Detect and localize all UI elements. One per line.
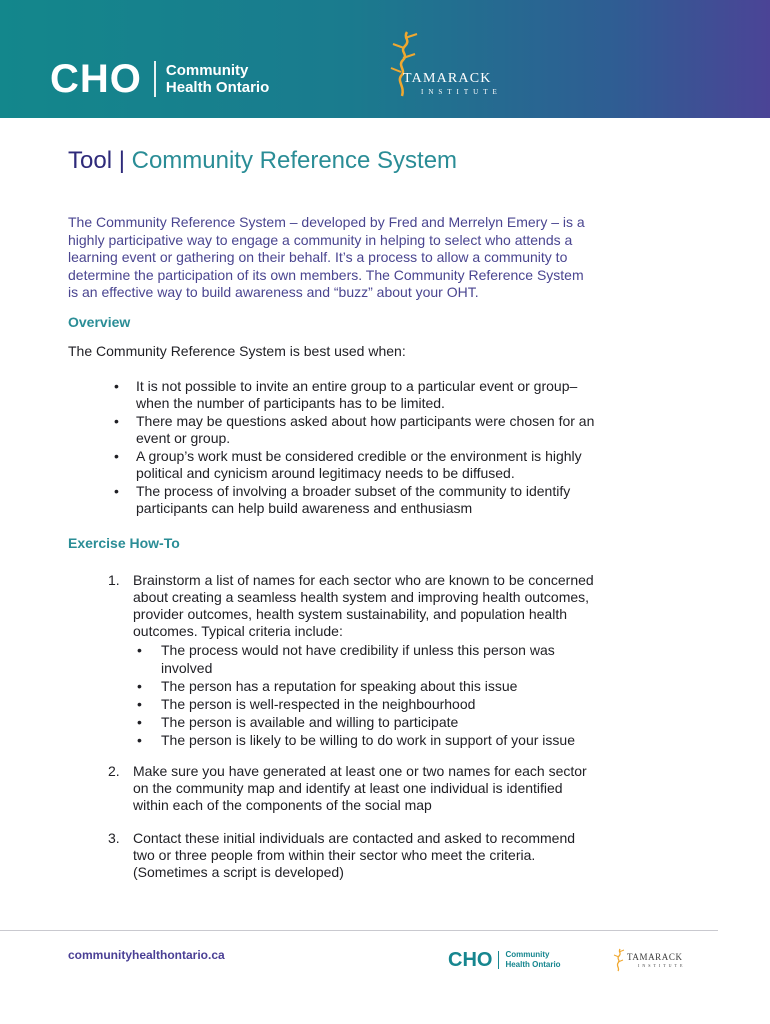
- footer-tamarack-logo: [612, 948, 702, 972]
- overview-bullet-list: [112, 378, 712, 518]
- list-item: [133, 677, 708, 695]
- bullet-line: event or group.: [136, 430, 231, 446]
- title-main: Community Reference System: [124, 147, 458, 174]
- bullet-icon: •: [114, 483, 119, 499]
- bullet-icon: •: [137, 696, 142, 712]
- bullet-line: The process of involving a broader subset of the community to identify: [136, 483, 571, 499]
- bullet-line: when the number of participants has to be limited.: [136, 395, 445, 411]
- bullet-icon: •: [114, 413, 119, 429]
- exercise-step-3: [108, 830, 708, 881]
- criteria-line: The process would not have credibility if unless this person was: [161, 642, 555, 658]
- footer-cho-line2: Health Ontario: [505, 960, 561, 969]
- step-number: 1.: [108, 572, 120, 588]
- criteria-line: The person is well-respected in the neighbourhood: [161, 696, 476, 712]
- tamarack-tree-icon: [612, 948, 626, 972]
- bullet-icon: •: [137, 732, 142, 748]
- list-item: [133, 731, 708, 749]
- footer-tamarack-name: TAMARACK: [627, 952, 683, 962]
- criteria-line: involved: [161, 660, 213, 676]
- footer-cho-logo: [448, 950, 561, 970]
- step-line: Brainstorm a list of names for each sector who are known to be concerned: [133, 572, 594, 588]
- tamarack-sub: INSTITUTE: [421, 88, 502, 96]
- step-line: outcomes. Typical criteria include:: [133, 623, 343, 639]
- list-item: [133, 695, 708, 713]
- exercise-heading: Exercise How-To: [68, 535, 180, 551]
- footer-cho-line1: Community: [505, 950, 550, 959]
- intro-line: is an effective way to build awareness and “buzz” about your OHT.: [68, 284, 479, 300]
- step-line: two or three people from within their sector who meet the criteria.: [133, 847, 536, 863]
- list-item: [108, 572, 708, 749]
- criteria-line: The person has a reputation for speaking about this issue: [161, 678, 518, 694]
- list-item: [112, 448, 712, 482]
- bullet-line: political and cynicism around legitimacy needs to be diffused.: [136, 465, 515, 481]
- cho-logo-line1: Community: [165, 62, 249, 79]
- list-item: [112, 413, 712, 447]
- intro-line: learning event or gathering on their behalf. It’s a process to allow a community to: [68, 249, 568, 265]
- bullet-line: participants can help build awareness and enthusiasm: [136, 500, 473, 516]
- criteria-list: [133, 641, 708, 749]
- cho-logo: [50, 57, 269, 101]
- bullet-line: There may be questions asked about how participants were chosen for an: [136, 413, 595, 429]
- list-item: [108, 830, 708, 881]
- footer-divider: [0, 930, 718, 931]
- tamarack-name: TAMARACK: [403, 71, 492, 86]
- step-number: 2.: [108, 763, 120, 779]
- cho-logo-mark: CHO: [50, 57, 142, 101]
- step-number: 3.: [108, 830, 120, 846]
- step-line: within each of the components of the social map: [133, 797, 432, 813]
- step-line: on the community map and identify at least one individual is identified: [133, 780, 563, 796]
- footer-cho-mark: CHO: [448, 949, 493, 971]
- bullet-line: It is not possible to invite an entire group to a particular event or group–: [136, 378, 578, 394]
- criteria-line: The person is likely to be willing to do work in support of your issue: [161, 732, 575, 748]
- tamarack-logo: [385, 28, 515, 100]
- title-prefix: Tool |: [68, 147, 125, 174]
- footer-tamarack-sub: INSTITUTE: [638, 963, 686, 968]
- step-line: provider outcomes, health system sustainability, and population health: [133, 606, 567, 622]
- intro-line: highly participative way to engage a community in helping to select who attends a: [68, 231, 573, 248]
- cho-logo-text: [166, 62, 269, 96]
- step-line: Contact these initial individuals are contacted and asked to recommend: [133, 830, 576, 846]
- page-title: [68, 145, 457, 177]
- intro-line: The Community Reference System – developed by Fred and Merrelyn Emery – is a: [68, 214, 585, 230]
- list-item: [108, 763, 708, 814]
- bullet-icon: •: [114, 378, 119, 394]
- step-line: about creating a seamless health system and improving health outcomes,: [133, 589, 590, 605]
- exercise-step-1: [108, 572, 708, 749]
- list-item: [112, 378, 712, 412]
- footer-cho-text: [505, 950, 560, 970]
- intro-line: determine the participation of its own members. The Community Reference System: [68, 266, 584, 283]
- list-item: [133, 641, 708, 677]
- step-line: Make sure you have generated at least one or two names for each sector: [133, 763, 587, 779]
- cho-logo-divider: [154, 61, 156, 97]
- bullet-line: A group’s work must be considered credible or the environment is highly: [136, 448, 582, 464]
- footer-url-link[interactable]: communityhealthontario.ca: [68, 948, 225, 962]
- exercise-step-2: [108, 763, 708, 814]
- bullet-icon: •: [114, 448, 119, 464]
- header-banner: [0, 0, 770, 118]
- step-line: (Sometimes a script is developed): [133, 864, 344, 880]
- bullet-icon: •: [137, 642, 142, 658]
- bullet-icon: •: [137, 714, 142, 730]
- overview-heading: Overview: [68, 314, 131, 330]
- footer-cho-divider: [498, 951, 499, 969]
- bullet-icon: •: [137, 678, 142, 694]
- overview-lead: The Community Reference System is best used when:: [68, 343, 406, 359]
- criteria-line: The person is available and willing to participate: [161, 714, 459, 730]
- intro-paragraph: [68, 214, 708, 302]
- tamarack-tree-icon: [385, 28, 425, 100]
- list-item: [112, 483, 712, 517]
- list-item: [133, 713, 708, 731]
- cho-logo-line2: Health Ontario: [165, 79, 270, 96]
